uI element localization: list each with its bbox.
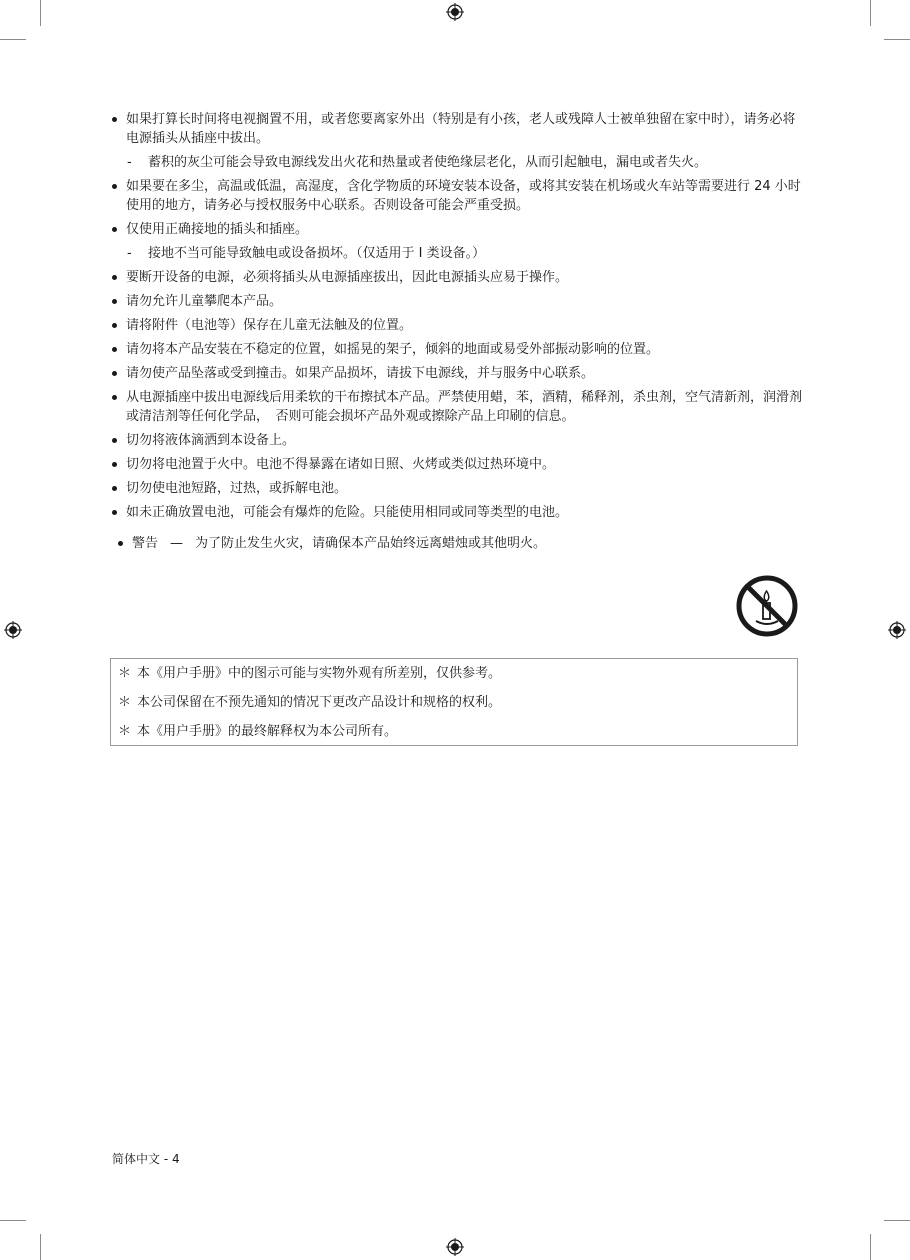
list-item — [112, 340, 802, 359]
list-item-text: 切勿使电池短路，过热，或拆解电池。 — [126, 481, 348, 496]
warning-text: 为了防止发生火灾，请确保本产品始终远离蜡烛或其他明火。 — [195, 536, 547, 551]
list-item-text: 请勿将本产品安装在不稳定的位置，如摇晃的架子，倾斜的地面或易受外部振动影响的位置。 — [126, 342, 660, 357]
list-item-text: 从电源插座中拔出电源线后用柔软的干布擦拭本产品。严禁使用蜡，苯，酒精，稀释剂，杀虫剂，空气清新剂，润滑剂或清洁剂等任何化学品， 否则可能会损坏产品外观或擦除产品上印刷的信息。 — [126, 390, 803, 424]
notice-text: 本公司保留在不预先通知的情况下更改产品设计和规格的权利。 — [137, 695, 502, 710]
list-item-text: 接地不当可能导致触电或设备损坏。（仅适用于 Ⅰ 类设备。） — [148, 246, 486, 261]
page-footer: 简体中文 - 4 — [112, 1152, 180, 1166]
warning-line — [112, 534, 802, 553]
dash-marker: - — [127, 155, 132, 170]
list-item — [112, 110, 802, 148]
notice-box — [110, 658, 798, 746]
crop-mark — [870, 0, 871, 26]
sub-item — [112, 153, 802, 172]
dash-marker: - — [127, 246, 132, 261]
list-item — [112, 316, 802, 335]
notice-marker: ＊ — [118, 724, 132, 739]
list-item — [112, 220, 802, 239]
list-item-text: 要断开设备的电源，必须将插头从电源插座拔出，因此电源插头应易于操作。 — [126, 270, 569, 285]
crop-mark — [40, 1234, 41, 1260]
registration-mark-icon — [888, 621, 906, 639]
crop-mark — [0, 39, 26, 40]
notice-line — [111, 717, 797, 746]
notice-text: 本《用户手册》中的图示可能与实物外观有所差别，仅供参考。 — [137, 666, 502, 681]
list-item-text: 蓄积的灰尘可能会导致电源线发出火花和热量或者使绝缘层老化，从而引起触电，漏电或者失火。 — [148, 155, 708, 170]
crop-mark — [884, 39, 910, 40]
notice-text: 本《用户手册》的最终解释权为本公司所有。 — [137, 724, 398, 739]
notice-marker: ＊ — [118, 666, 132, 681]
list-item — [112, 431, 802, 450]
no-open-flame-icon — [736, 575, 798, 637]
list-item-text: 请将附件（电池等）保存在儿童无法触及的位置。 — [126, 318, 413, 333]
list-item-text: 如未正确放置电池，可能会有爆炸的危险。只能使用相同或同等类型的电池。 — [126, 505, 569, 520]
notice-line — [111, 659, 797, 688]
crop-mark — [884, 1220, 910, 1221]
crop-mark — [0, 1220, 26, 1221]
list-item — [112, 177, 802, 215]
safety-list — [112, 110, 802, 522]
list-item — [112, 364, 802, 383]
list-item-text: 切勿将液体滴洒到本设备上。 — [126, 433, 296, 448]
list-item-text: 请勿使产品坠落或受到撞击。如果产品损坏，请拔下电源线，并与服务中心联系。 — [126, 366, 595, 381]
crop-mark — [870, 1234, 871, 1260]
list-item — [112, 388, 802, 426]
crop-mark — [40, 0, 41, 26]
list-item — [112, 503, 802, 522]
list-item-text: 请勿允许儿童攀爬本产品。 — [126, 294, 283, 309]
list-item — [112, 455, 802, 474]
list-item-text: 如果打算长时间将电视搁置不用，或者您要离家外出（特别是有小孩，老人或残障人士被单独留在家中时），请务必将电源插头从插座中拔出。 — [126, 112, 796, 146]
list-item — [112, 268, 802, 287]
list-item-text: 切勿将电池置于火中。电池不得暴露在诸如日照、火烤或类似过热环境中。 — [126, 457, 556, 472]
notice-line — [111, 688, 797, 717]
warning-separator: — — [170, 536, 184, 551]
registration-mark-icon — [4, 621, 22, 639]
sub-item — [112, 244, 802, 263]
registration-mark-icon — [446, 3, 464, 21]
notice-marker: ＊ — [118, 695, 132, 710]
list-item — [112, 292, 802, 311]
list-item-text: 仅使用正确接地的插头和插座。 — [126, 222, 309, 237]
list-item — [112, 479, 802, 498]
warning-label: 警告 — [132, 536, 159, 551]
safety-content — [112, 110, 802, 553]
registration-mark-icon — [446, 1238, 464, 1256]
list-item-text: 如果要在多尘，高温或低温，高湿度，含化学物质的环境安装本设备，或将其安装在机场或火车站等需要进行 24 小时使用的地方，请务必与授权服务中心联系。否则设备可能会严重受损。 — [126, 179, 801, 213]
